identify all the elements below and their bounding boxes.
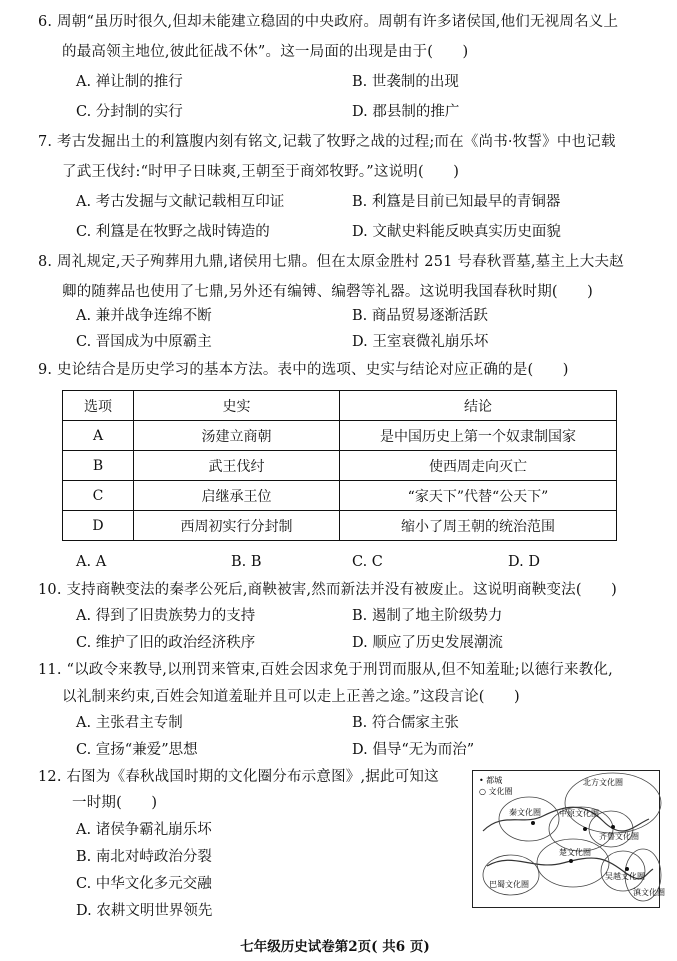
map-legend-circle: ○ 文化圈	[479, 787, 513, 796]
capital-dot	[569, 859, 573, 863]
capital-dot	[611, 825, 615, 829]
map-label: 滇文化圈	[633, 888, 665, 897]
q10-option-c[interactable]: C. 维护了旧的政治经济秩序	[76, 635, 256, 651]
q7-stem-line-1: 7. 考古发掘出土的利簋腹内刻有铭文,记载了牧野之战的过程;而在《尚书·牧誓》中也记载	[38, 134, 616, 150]
q6-stem-line-1: 6. 周朝“虽历时很久,但却未能建立稳固的中央政府。周朝有许多诸侯国,他们无视周名义上	[38, 14, 619, 30]
culture-circle	[537, 839, 609, 887]
table-header-row	[63, 391, 617, 421]
q8-option-c[interactable]: C. 晋国成为中原霸主	[76, 334, 212, 350]
q7-option-d[interactable]: D. 文献史料能反映真实历史面貌	[352, 224, 561, 240]
page-footer: 七年级历史试卷第2页( 共6 页)	[240, 939, 430, 955]
q10-option-b[interactable]: B. 遏制了地主阶级势力	[352, 608, 503, 624]
q11-option-d[interactable]: D. 倡导“无为而治”	[352, 742, 475, 758]
q10-stem: 10. 支持商鞅变法的秦孝公死后,商鞅被害,然而新法并没有被废止。这说明商鞅变法( )	[38, 582, 617, 598]
q9-stem: 9. 史论结合是历史学习的基本方法。表中的选项、史实与结论对应正确的是( )	[38, 362, 569, 378]
table-cell: 汤建立商朝	[134, 421, 340, 451]
table-header-option: 选项	[63, 391, 134, 421]
table-cell: 启继承王位	[134, 481, 340, 511]
q9-table	[62, 390, 617, 541]
map-label: 楚文化圈	[559, 848, 591, 857]
table-cell: “家天下”代替“公天下”	[340, 481, 617, 511]
map-label: 中原文化圈	[559, 809, 599, 818]
table-cell: D	[63, 511, 134, 541]
q7-option-c[interactable]: C. 利簋是在牧野之战时铸造的	[76, 224, 270, 240]
q11-option-a[interactable]: A. 主张君主专制	[76, 715, 183, 731]
culture-circle-map	[472, 770, 665, 908]
q9-option-a[interactable]: A. A	[76, 554, 107, 570]
table-cell: 使西周走向灭亡	[340, 451, 617, 481]
q8-option-b[interactable]: B. 商品贸易逐渐活跃	[352, 308, 488, 324]
q6-option-a[interactable]: A. 禅让制的推行	[76, 74, 183, 90]
q8-stem-line-1: 8. 周礼规定,天子殉葬用九鼎,诸侯用七鼎。但在太原金胜村 251 号春秋晋墓,墓主上大夫赵	[38, 254, 624, 270]
q6-stem-line-2: 的最高领主地位,彼此征战不休”。这一局面的出现是由于( )	[62, 44, 469, 60]
table-cell: 西周初实行分封制	[134, 511, 340, 541]
q8-option-d[interactable]: D. 王室衰微礼崩乐坏	[352, 334, 489, 350]
q6-option-d[interactable]: D. 郡县制的推广	[352, 104, 460, 120]
table-cell: 武王伐纣	[134, 451, 340, 481]
q11-stem-line-1: 11. “以政令来教导,以刑罚来管束,百姓会因求免于刑罚而服从,但不知羞耻;以德行来教化,	[38, 662, 613, 678]
q10-option-d[interactable]: D. 顺应了历史发展潮流	[352, 635, 503, 651]
q9-option-b[interactable]: B. B	[231, 554, 262, 570]
table-cell: B	[63, 451, 134, 481]
map-svg	[473, 771, 665, 907]
q7-option-b[interactable]: B. 利簋是目前已知最早的青铜器	[352, 194, 561, 210]
table-header-conclusion: 结论	[340, 391, 617, 421]
map-label: 齐鲁文化圈	[599, 832, 639, 841]
q12-option-a[interactable]: A. 诸侯争霸礼崩乐坏	[76, 822, 212, 838]
table-row	[63, 451, 617, 481]
table-cell: C	[63, 481, 134, 511]
table-row	[63, 421, 617, 451]
q10-option-a[interactable]: A. 得到了旧贵族势力的支持	[76, 608, 256, 624]
q7-stem-line-2: 了武王伐纣:“时甲子日昧爽,王朝至于商郊牧野。”这说明( )	[62, 164, 460, 180]
q11-option-c[interactable]: C. 宣扬“兼爱”思想	[76, 742, 198, 758]
q12-option-d[interactable]: D. 农耕文明世界领先	[76, 903, 213, 919]
map-label: 巴蜀文化圈	[489, 880, 529, 889]
q7-option-a[interactable]: A. 考古发掘与文献记载相互印证	[76, 194, 285, 210]
table-cell: 是中国历史上第一个奴隶制国家	[340, 421, 617, 451]
table-cell: A	[63, 421, 134, 451]
capital-dot	[531, 821, 535, 825]
q11-option-b[interactable]: B. 符合儒家主张	[352, 715, 459, 731]
q8-stem-line-2: 卿的随葬品也使用了七鼎,另外还有编镈、编磬等礼器。这说明我国春秋时期( )	[62, 284, 594, 300]
q6-option-b[interactable]: B. 世袭制的出现	[352, 74, 459, 90]
q12-stem-line-2: 一时期( )	[72, 795, 158, 811]
culture-circle	[483, 855, 539, 895]
map-label: 吴越文化圈	[605, 872, 645, 881]
table-row	[63, 481, 617, 511]
q12-option-c[interactable]: C. 中华文化多元交融	[76, 876, 212, 892]
q9-option-d[interactable]: D. D	[508, 554, 540, 570]
q11-stem-line-2: 以礼制来约束,百姓会知道羞耻并且可以走上正善之途。”这段言论( )	[62, 689, 520, 705]
q6-option-c[interactable]: C. 分封制的实行	[76, 104, 183, 120]
q9-option-c[interactable]: C. C	[352, 554, 383, 570]
q12-stem-line-1: 12. 右图为《春秋战国时期的文化圈分布示意图》,据此可知这	[38, 769, 439, 785]
table-header-fact: 史实	[134, 391, 340, 421]
map-legend-capital: • 都城	[479, 776, 503, 785]
capital-dot	[583, 827, 587, 831]
q12-option-b[interactable]: B. 南北对峙政治分裂	[76, 849, 212, 865]
capital-dot	[625, 867, 629, 871]
map-label: 北方文化圈	[583, 778, 623, 787]
map-label: 秦文化圈	[509, 808, 541, 817]
table-row	[63, 511, 617, 541]
table-cell: 缩小了周王朝的统治范围	[340, 511, 617, 541]
q8-option-a[interactable]: A. 兼并战争连绵不断	[76, 308, 212, 324]
